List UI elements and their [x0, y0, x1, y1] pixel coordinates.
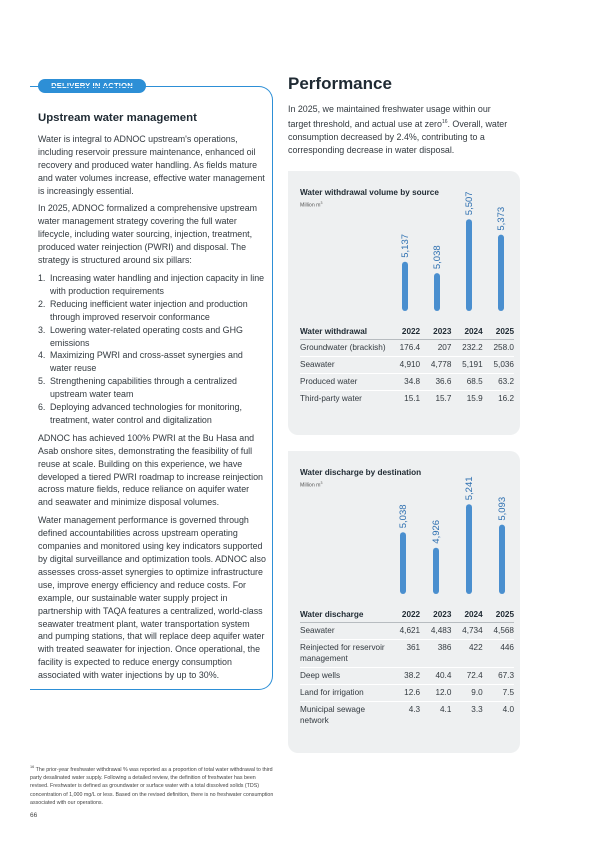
table-header: Water discharge	[300, 608, 389, 623]
bar-value-label: 5,241	[464, 476, 475, 501]
performance-intro: In 2025, we maintained freshwater usage within our target threshold, and actual use at zero$^{16}$. Overall, water consumption decreased by 2.4%, contributing to a corresponding decrease in water disposal.	[288, 104, 508, 155]
footnote: $^{16}$ The prior-year freshwater withdrawal % was reported as a proportion of total water withdrawal to third party desalinated water supply. Following a detailed review, the definition of freshwater has been revised. Freshwater is defined as groundwater or surface water with a total dissolved solids (TDS) concentration of 1,000 mg/L or less. Based on the revised definition, there is no freshwater consumption associated with our operations.	[30, 765, 274, 806]
table-header: 2024	[451, 608, 482, 623]
pillar-item: 2. Reducing inefficient water injection and production through improved reservoir conformance	[38, 298, 248, 322]
withdrawal-chart-title: Water withdrawal volume by source	[300, 188, 439, 197]
bar-value-label: 5,038	[398, 504, 409, 529]
table-row: Third-party water 15.1 15.7 15.9 16.2	[300, 394, 514, 403]
table-header: 2022	[389, 608, 420, 623]
table-row: Municipal sewage network 4.3 4.1 3.3 4.0	[300, 705, 514, 725]
pillars-list	[38, 272, 266, 427]
table-header: 2023	[420, 608, 451, 623]
performance-title: Performance	[288, 74, 392, 93]
table-row: Reinjected for reservoir management 361 386 422 446	[300, 640, 514, 668]
bar-value-label: 4,926	[431, 519, 442, 544]
table-row: Deep wells 38.2 40.4 72.4 67.3	[300, 668, 514, 685]
chart-bar	[499, 525, 505, 594]
pillar-item: 3. Lowering water-related operating costs and GHG emissions	[38, 324, 243, 348]
chart-bar	[498, 235, 504, 311]
bar-value-label: 5,093	[497, 496, 508, 521]
pillar-item: 4. Maximizing PWRI and cross-asset synergies and water reuse	[38, 350, 243, 374]
chart-bar	[400, 532, 406, 594]
table-row: Produced water 34.8 36.6 68.5 63.2	[300, 374, 514, 391]
withdrawal-bar-chart	[288, 171, 520, 331]
table-header: 2025	[483, 325, 514, 340]
section-tag: DELIVERY IN ACTION	[38, 79, 146, 93]
table-row: Seawater 4,910 4,778 5,191 5,036	[300, 357, 514, 374]
table-row: Groundwater (brackish) 176.4 207 232.2 258.0	[300, 340, 514, 357]
left-column	[38, 112, 266, 687]
left-paragraph-1: Water is integral to ADNOC upstream's operations, including reservoir pressure maintenance, enhanced oil recovery and produced water handling. As fields mature and water volumes increase, effective water management is increasingly essential.	[38, 133, 265, 196]
pillar-item: 6. Deploying advanced technologies for monitoring, treatment, water control and digitalization	[38, 402, 242, 425]
table-header-row	[300, 608, 514, 623]
withdrawal-table	[300, 325, 514, 407]
chart-bar	[433, 548, 439, 594]
left-paragraph-4: Water management performance is governed through defined accountabilities across upstream operating companies and monitored using key indicators supported by digital surveillance and optimization tools. ADNOC also assesses cross-asset synergies to optimize infrastructure use, improve energy efficiency and reduce costs. For example, our sustainable water supply project in partnership with TAQA features a centralized, world-class seawater treatment plant, water transportation system and pumping stations, that will replace deep aquifer water with treated seawater for injection. Once operational, the facility is expected to reduce energy consumption associated with water injections by up to 30%.	[38, 515, 266, 681]
bar-value-label: 5,137	[400, 233, 411, 258]
chart-bar	[434, 273, 440, 311]
pillar-item: 5. Strengthening capabilities through a centralized upstream water team	[38, 376, 237, 400]
bar-value-label: 5,507	[464, 191, 475, 216]
left-paragraph-3: ADNOC has achieved 100% PWRI at the Bu Hasa and Asab onshore sites, demonstrating the feasibility of full reuse at scale. Building on this experience, we have developed a tiered PWRI roadmap to increase reinjection across mature fields, reduce reliance on aquifer water and seawater and minimize disposal volumes.	[38, 432, 263, 508]
page-number: 66	[30, 812, 38, 819]
bar-value-label: 5,038	[432, 245, 443, 270]
discharge-table	[300, 608, 514, 729]
discharge-chart-title: Water discharge by destination	[300, 468, 422, 477]
discharge-bar-chart	[288, 451, 520, 611]
withdrawal-unit: Million $m^3$	[300, 201, 323, 209]
table-row: Seawater 4,621 4,483 4,734 4,568	[300, 623, 514, 640]
discharge-panel	[288, 451, 520, 753]
chart-bar	[402, 262, 408, 311]
table-header: 2024	[451, 325, 482, 340]
chart-bar	[466, 219, 472, 311]
table-row: Land for irrigation 12.6 12.0 9.0 7.5	[300, 685, 514, 702]
table-header-row	[300, 325, 514, 340]
table-header: 2023	[420, 325, 451, 340]
table-header: 2025	[483, 608, 514, 623]
bar-value-label: 5,373	[496, 206, 507, 231]
withdrawal-panel	[288, 171, 520, 435]
discharge-unit: Million $m^3$	[300, 481, 323, 489]
chart-bar	[466, 504, 472, 594]
pillar-item: 1. Increasing water handling and injection capacity in line with production requirements	[38, 272, 265, 296]
table-header: Water withdrawal	[300, 325, 389, 340]
table-header: 2022	[389, 325, 420, 340]
left-paragraph-2: In 2025, ADNOC formalized a comprehensive upstream water management strategy covering the full water lifecycle, including water sourcing, injection, treatment, produced water reinjection (PWRI) and disposal. The strategy is structured around six pillars:	[38, 203, 258, 266]
left-heading: Upstream water management	[38, 112, 197, 124]
